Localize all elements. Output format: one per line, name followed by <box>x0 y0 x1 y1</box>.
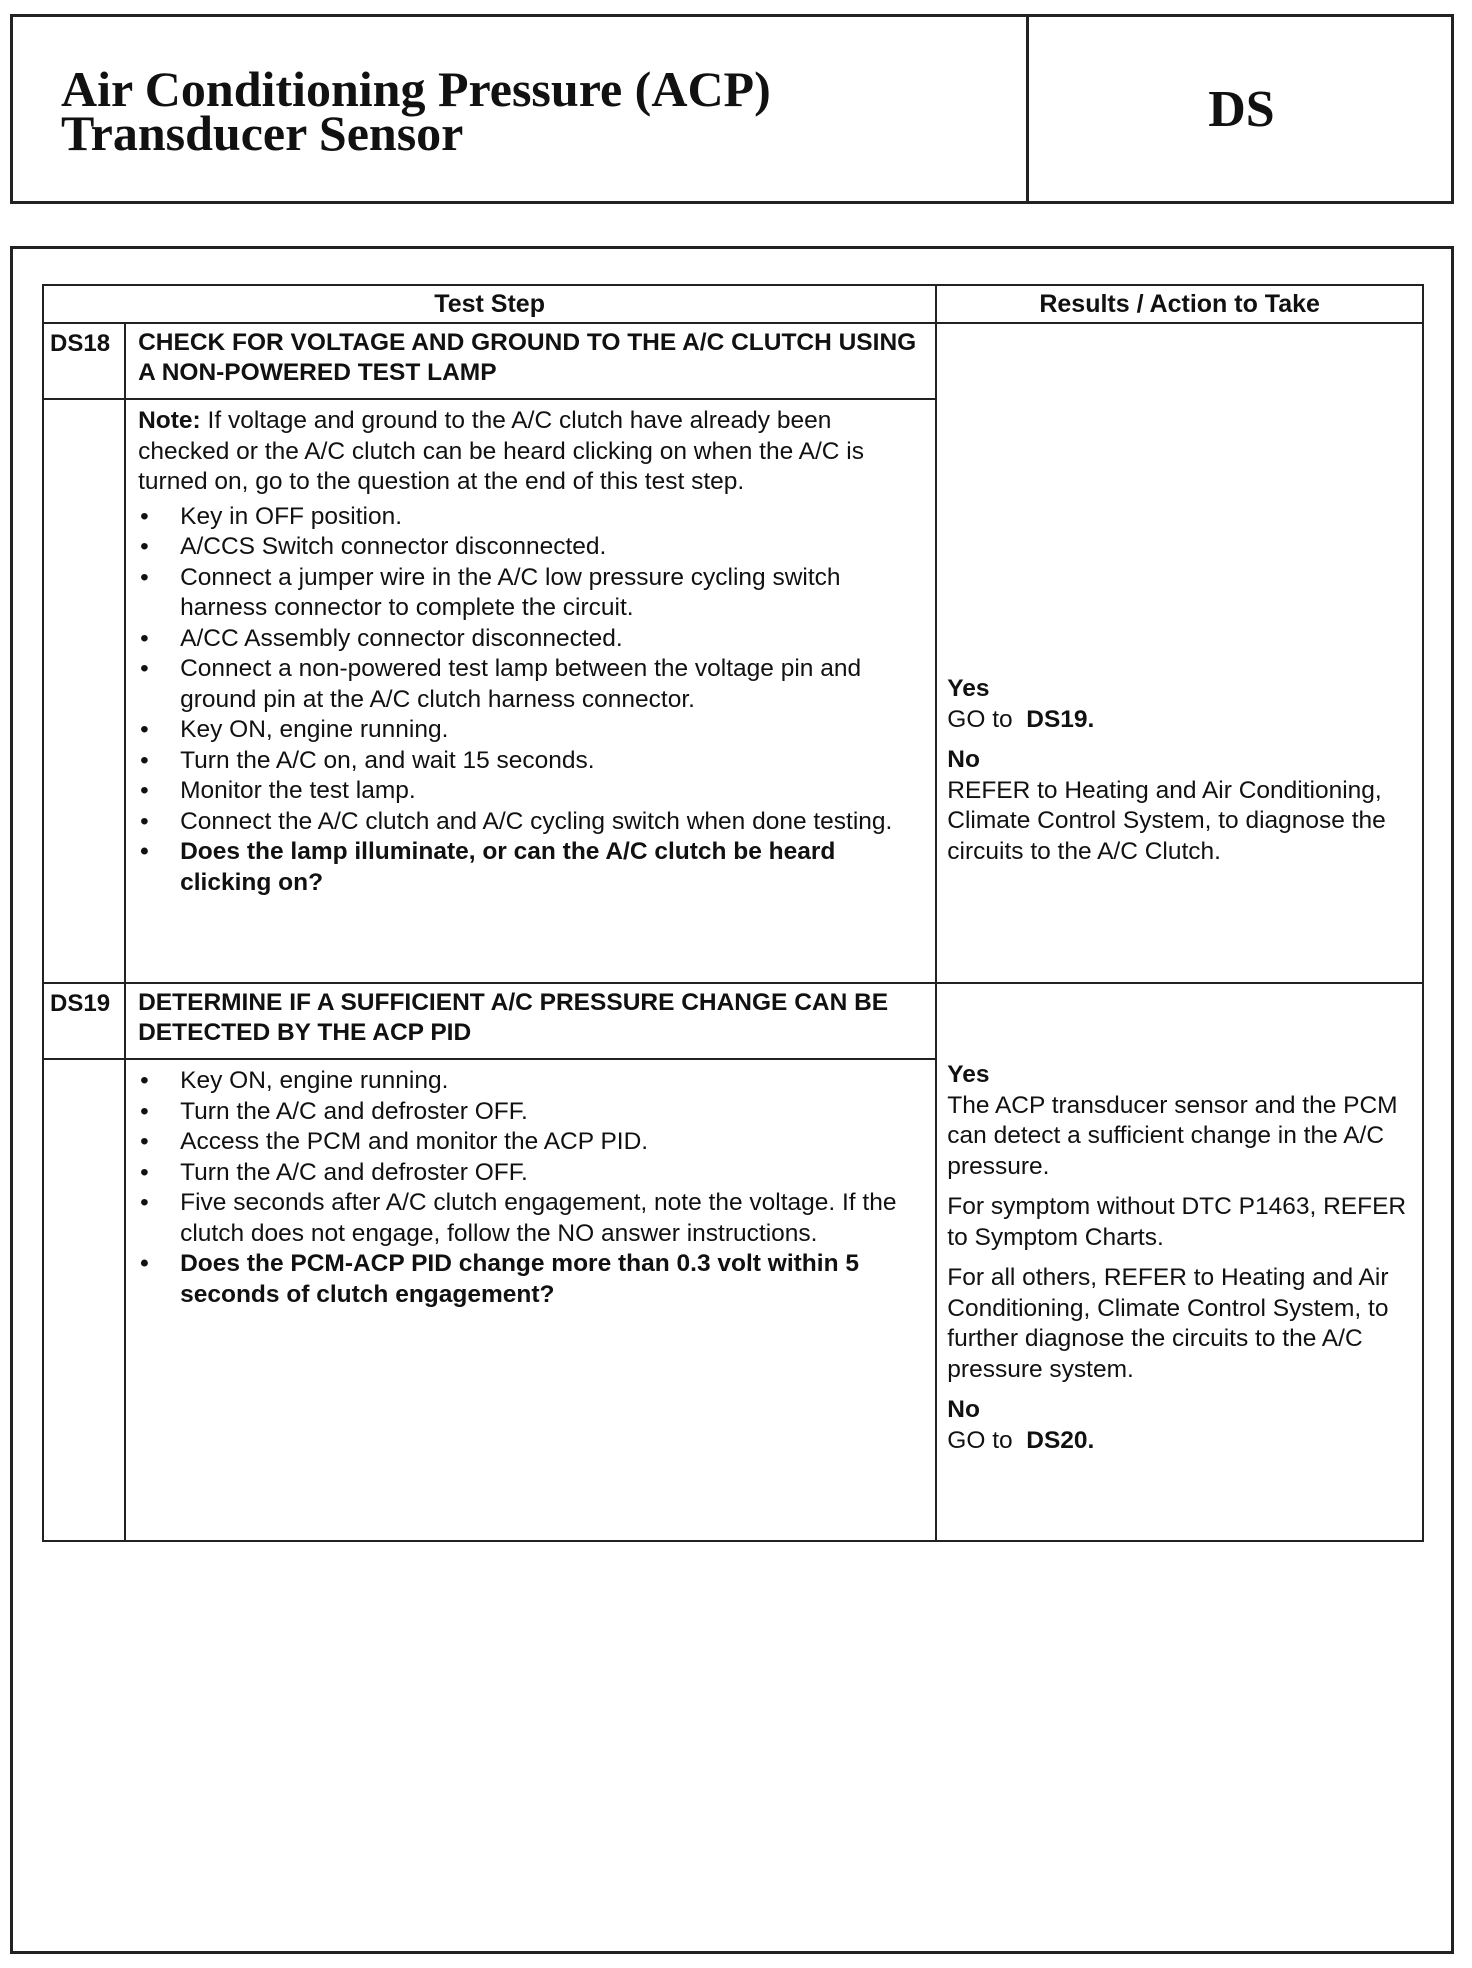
result-yes-label: Yes <box>947 1061 990 1088</box>
result-no-ref: DS20. <box>1026 1426 1095 1454</box>
list-item: • A/CC Assembly connector disconnected. <box>138 624 923 655</box>
result-no-label: No <box>947 746 980 773</box>
step-heading-ds18: CHECK FOR VOLTAGE AND GROUND TO THE A/C CLUTCH USING A NON-POWERED TEST LAMP <box>125 323 936 399</box>
bullet-icon: • <box>140 1158 149 1186</box>
test-step-table <box>42 284 1424 1542</box>
bullet-icon: • <box>140 655 149 682</box>
list-item: • Access the PCM and monitor the ACP PID. <box>138 1127 923 1158</box>
note-label: Note: <box>138 407 201 434</box>
step-body-ds19 <box>125 1059 936 1541</box>
results-cell-ds18 <box>936 323 1423 983</box>
step-question-ds18: • Does the lamp illuminate, or can the A/C clutch be heard clicking on? <box>140 838 836 896</box>
bullet-icon: • <box>140 807 149 835</box>
step-code-ds18: DS18 <box>43 323 125 399</box>
result-no-prefix: GO to <box>947 1426 1013 1454</box>
step-note <box>138 406 923 498</box>
bullet-icon: • <box>140 533 149 560</box>
step-question-ds19: • Does the PCM-ACP PID change more than 0.3 volt within 5 seconds of clutch engagement? <box>140 1250 859 1308</box>
list-item: • Connect the A/C clutch and A/C cycling switch when done testing. <box>138 807 923 838</box>
list-item: • Turn the A/C and defroster OFF. <box>138 1097 923 1128</box>
list-item: • Key ON, engine running. <box>138 1066 923 1097</box>
list-item: • Key ON, engine running. <box>138 715 923 746</box>
bullet-icon: • <box>140 838 149 865</box>
bullet-icon: • <box>140 1189 149 1216</box>
result-yes-label: Yes <box>947 675 990 702</box>
note-text: If voltage and ground to the A/C clutch have already been checked or the A/C clutch can be heard clicking on when the A/C is turned on, go to the question at the end of this test step. <box>138 407 864 495</box>
bullet-icon: • <box>140 1128 149 1155</box>
bullet-icon: • <box>140 563 149 591</box>
step-heading-ds19: DETERMINE IF A SUFFICIENT A/C PRESSURE CHANGE CAN BE DETECTED BY THE ACP PID <box>125 983 936 1059</box>
step-body-ds18 <box>125 399 936 983</box>
table-header-row <box>43 285 1423 323</box>
result-yes-prefix: GO to <box>947 705 1013 733</box>
page-header <box>10 14 1454 204</box>
result-yes-text-2: For symptom without DTC P1463, REFER to Symptom Charts. <box>947 1193 1407 1251</box>
bullet-icon: • <box>140 502 149 530</box>
table-row <box>43 323 1423 399</box>
section-code: DS <box>1208 80 1275 138</box>
list-item: • Turn the A/C on, and wait 15 seconds. <box>138 746 923 777</box>
result-no-label: No <box>947 1396 980 1423</box>
bullet-icon: • <box>140 777 149 804</box>
result-yes-ref: DS19. <box>1026 705 1095 733</box>
table-row <box>43 983 1423 1059</box>
list-item: • Turn the A/C and defroster OFF. <box>138 1158 923 1189</box>
test-step-column-header: Test Step <box>43 285 936 323</box>
result-no-text: REFER to Heating and Air Conditioning, Climate Control System, to diagnose the circuits to the A/C Clutch. <box>947 776 1386 865</box>
step-code-spacer <box>43 399 125 983</box>
list-item: • Five seconds after A/C clutch engagement, note the voltage. If the clutch does not engage, follow the NO answer instructions. <box>140 1189 897 1247</box>
step-bullets-ds19 <box>138 1066 923 1310</box>
list-item: • Connect a jumper wire in the A/C low pressure cycling switch harness connector to complete the circuit. <box>140 563 841 621</box>
bullet-icon: • <box>140 716 149 743</box>
list-item: • A/CCS Switch connector disconnected. <box>138 532 923 563</box>
step-bullets-ds18 <box>138 502 923 899</box>
step-code-ds19: DS19 <box>43 983 125 1059</box>
bullet-icon: • <box>140 624 149 652</box>
page-title-line-2: Transducer Sensor <box>61 105 464 161</box>
list-item: • Key in OFF position. <box>138 502 923 533</box>
list-item: • Connect a non-powered test lamp between the voltage pin and ground pin at the A/C clutch harness connector. <box>140 655 862 713</box>
bullet-icon: • <box>140 1250 149 1277</box>
results-column-header: Results / Action to Take <box>936 285 1423 323</box>
step-code-spacer <box>43 1059 125 1541</box>
bullet-icon: • <box>140 1067 149 1094</box>
list-item: • Monitor the test lamp. <box>138 776 923 807</box>
page-title-line-1: Air Conditioning Pressure (ACP) <box>61 61 771 117</box>
page-title <box>61 61 961 161</box>
bullet-icon: • <box>140 1097 149 1125</box>
result-yes-text-1: The ACP transducer sensor and the PCM can detect a sufficient change in the A/C pressure. <box>947 1091 1398 1180</box>
result-yes-text-3: For all others, REFER to Heating and Air Conditioning, Climate Control System, to further diagnose the circuits to the A/C pressure system. <box>947 1264 1389 1383</box>
bullet-icon: • <box>140 746 149 774</box>
results-cell-ds19 <box>936 983 1423 1541</box>
